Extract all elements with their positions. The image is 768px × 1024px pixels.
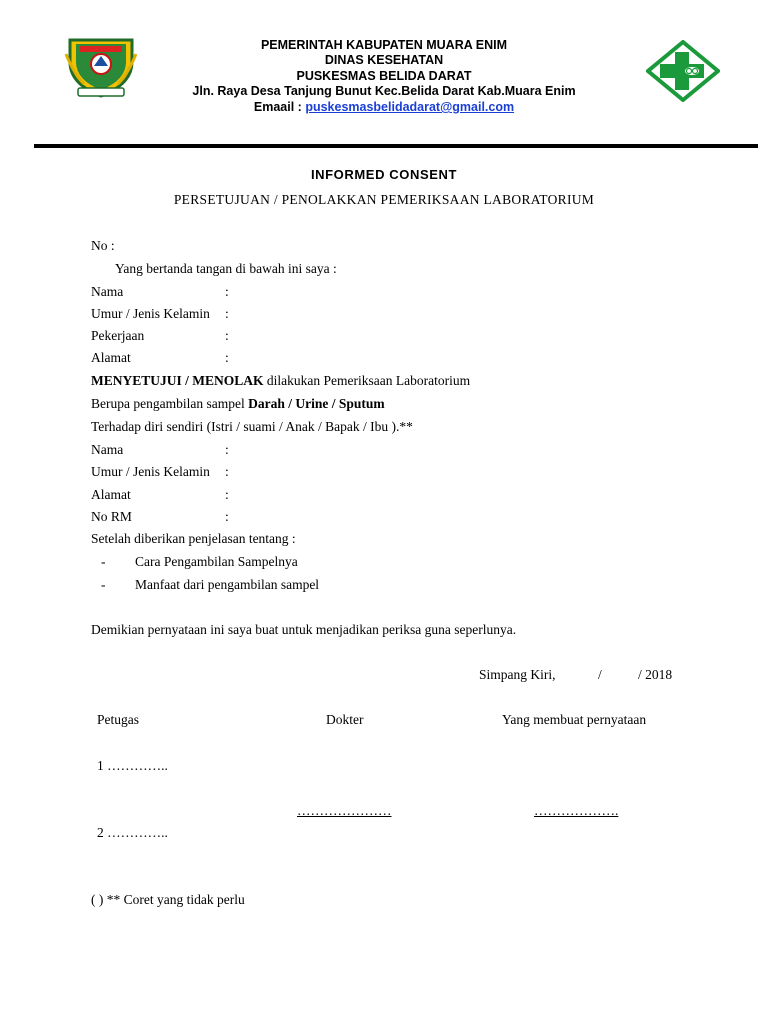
colon: :: [225, 464, 229, 479]
consent-statement: [91, 373, 470, 389]
list-item: Cara Pengambilan Sampelnya: [135, 554, 298, 569]
signer-occupation-label: Pekerjaan: [91, 328, 145, 343]
document-subtitle: PERSETUJUAN / PENOLAKKAN PEMERIKSAAN LABORATORIUM: [173, 192, 595, 207]
email-line: [0, 100, 768, 114]
document-title: INFORMED CONSENT: [310, 167, 458, 182]
signer-age-gender-label: Umur / Jenis Kelamin: [91, 306, 210, 321]
signer-address-label: Alamat: [91, 350, 131, 365]
colon: :: [225, 306, 229, 321]
sample-types: Darah / Urine / Sputum: [248, 396, 385, 411]
toward-statement: Terhadap diri sendiri (Istri / suami / Anak / Bapak / Ibu ).**: [91, 419, 413, 434]
consent-rest: dilakukan Pemeriksaan Laboratorium: [266, 373, 471, 388]
sample-text: Berupa pengambilan sampel: [91, 396, 245, 411]
patient-address-label: Alamat: [91, 487, 131, 502]
intro-text: Yang bertanda tangan di bawah ini saya :: [115, 261, 337, 276]
declarant-signature-line: ……………….: [534, 803, 619, 818]
clinic-address: Jln. Raya Desa Tanjung Bunut Kec.Belida Darat Kab.Muara Enim: [192, 84, 576, 98]
colon: :: [225, 487, 229, 502]
date-year: / 2018: [638, 667, 673, 682]
doctor-signature-line: …………………: [297, 803, 392, 818]
place-label: Simpang Kiri,: [479, 667, 556, 682]
colon: :: [225, 328, 229, 343]
declarant-label: Yang membuat pernyataan: [502, 712, 647, 727]
footnote: ( ) ** Coret yang tidak perlu: [91, 892, 245, 907]
colon: :: [225, 284, 229, 299]
doctor-label: Dokter: [326, 712, 364, 727]
sample-statement: [91, 396, 385, 412]
officer-signature-line-1: 1 …………..: [97, 758, 168, 773]
patient-record-label: No RM: [91, 509, 132, 524]
patient-age-gender-label: Umur / Jenis Kelamin: [91, 464, 210, 479]
list-item: Manfaat dari pengambilan sampel: [135, 577, 320, 592]
bullet-dash: -: [101, 554, 106, 569]
agency-name: PEMERINTAH KABUPATEN MUARA ENIM: [260, 38, 508, 52]
colon: :: [225, 509, 229, 524]
date-separator: /: [598, 667, 602, 682]
colon: :: [225, 350, 229, 365]
clinic-name: PUSKESMAS BELIDA DARAT: [296, 69, 472, 83]
patient-name-label: Nama: [91, 442, 124, 457]
header-divider: [34, 144, 758, 148]
explained-text: Setelah diberikan penjelasan tentang :: [91, 531, 296, 546]
bullet-dash: -: [101, 577, 106, 592]
department-name: DINAS KESEHATAN: [324, 53, 444, 67]
email-link[interactable]: puskesmasbelidadarat@gmail.com: [305, 100, 515, 114]
officer-label: Petugas: [97, 712, 139, 727]
number-label: No :: [91, 238, 115, 253]
signer-name-label: Nama: [91, 284, 124, 299]
consent-choice: MENYETUJUI / MENOLAK: [91, 373, 264, 388]
closing-text: Demikian pernyataan ini saya buat untuk menjadikan periksa guna seperlunya.: [91, 622, 517, 637]
officer-signature-line-2: 2 …………..: [97, 825, 168, 840]
colon: :: [225, 442, 229, 457]
email-label: Emaail :: [253, 100, 302, 114]
